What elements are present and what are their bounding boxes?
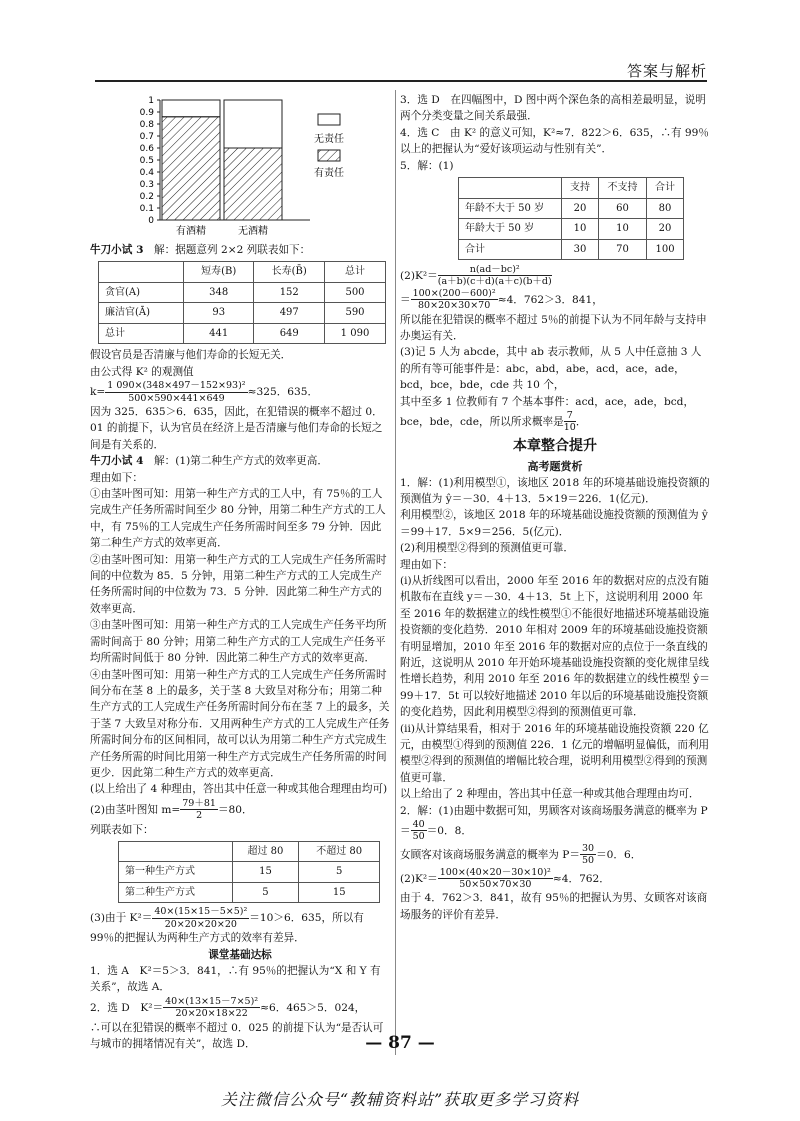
- s3-formula: k= $\frac{\text{1 090×(348×497－152×93)²}}{500\times 590\times 441\times 649}$ ≈325．635．: [90, 380, 319, 404]
- g-2e: (2)K²＝ $\frac{\text{100×(40×20－30×10)²}}{50\times 50\times 70\times 30}$ ≈4．762．: [400, 866, 610, 891]
- contingency-table-officials: [98, 261, 386, 344]
- bar-无责任: [224, 100, 282, 148]
- s4-r2: ②由茎叶图可知：用第一种生产方式的工人完成生产任务所需时间的中位数为 85．5 分钟，用第二种生产方式的工人完成生产任务所需时间的中位数为 73．5 分钟．因此第二种生产方式的效率更高．: [90, 553, 387, 615]
- contingency-table-olympics: [458, 177, 684, 260]
- table-row: [99, 303, 386, 324]
- table-cell: 10: [598, 219, 646, 240]
- legend-label: 无责任: [314, 134, 344, 145]
- g-1e: (ⅰ)从折线图可以看出，2000 年至 2016 年的数据对应的点没有随机散布在直线 y＝－30．4＋13．5t 上下，这说明利用 2000 年至 2016 年的数据建立的线性模型①不能很好地描述环境基础设施投资额的变化趋势．2010 年相对 2009 年的环境基础设施投资额有明显增加，2010 年至 2016 年的数据对应的点位于一条直线的附近，这说明从 2010 年开始环境基础设施投资额的变化规律呈线性增长趋势，利用 2010 年至 2016 年的数据建立的线性模型 ŷ＝99＋17．5t 可以较好地描述 2010 年以后的环境基础设施投资额的变化趋势，因此利用模型②得到的预测值更可靠．: [400, 574, 710, 719]
- t1-header-3: 总计: [325, 262, 386, 283]
- table-cell: 348: [183, 282, 254, 303]
- exam-appreciation-title: 高考题赏析: [527, 459, 583, 473]
- g-1b: 利用模型②，该地区 2018 年的环境基础设施投资额的预测值为 ŷ＝99＋17．5×9＝256．5(亿元)．: [400, 509, 708, 538]
- t3-header-3: 合计: [647, 178, 684, 199]
- section-label-3: 牛刀小试 3: [90, 244, 144, 256]
- table-row: [119, 862, 380, 883]
- x-tick-label: 无酒精: [238, 226, 268, 237]
- g-1d: 理由如下：: [400, 558, 453, 571]
- y-tick-label: 0.5: [139, 156, 154, 166]
- s4-part3: (3)由于 K²＝ $\frac{\text{40×(15×15－5×5)²}}{20\times 20\times 20\times 20}$ ＝10＞6．635，所以有 99％的把握认为两种生产方式的效率有差异．: [90, 906, 364, 945]
- g-2g: 由于 4．762＞3．841，故有 95％的把握认为男、女顾客对该商场服务的评价有差异．: [400, 892, 708, 921]
- table-row: [99, 323, 386, 344]
- table-cell: 廉洁官(Ā): [99, 303, 184, 324]
- class-basics-title: 课堂基础达标: [208, 948, 272, 961]
- table-cell: 总计: [99, 323, 184, 344]
- table-cell: 152: [254, 282, 325, 303]
- y-tick-label: 0.8: [139, 120, 154, 130]
- kt-2c: ∴可以在犯错误的概率不超过 0．025 的前提下认为“是否认可与城市的拥堵情况有关”，故选 D．: [90, 1021, 384, 1051]
- table-row: [459, 239, 684, 260]
- t3-header-1: 支持: [562, 178, 599, 199]
- y-tick-label: 0.2: [139, 192, 154, 202]
- stacked-bar-chart: [90, 92, 390, 242]
- table-cell: 第一种生产方式: [119, 862, 233, 883]
- y-tick-label: 0.4: [139, 168, 154, 178]
- y-tick-label: 0.6: [139, 144, 154, 154]
- table-row: [459, 219, 684, 240]
- table-cell: 5: [299, 862, 380, 883]
- s3-p1: 假设官员是否清廉与他们寿命的长短无关．: [90, 349, 292, 362]
- table-cell: 年龄不大于 50 岁: [459, 198, 562, 219]
- kt-2: 2．选 D K²＝ $\frac{\text{40×(13×15－7×5)²}}{20\times 20\times 18\times 22}$ ≈6．465＞5．024，: [90, 995, 366, 1020]
- table-row: [119, 882, 380, 903]
- table-cell: 5: [232, 882, 299, 903]
- g-1c: (2)利用模型②得到的预测值更可靠．: [400, 542, 574, 555]
- contingency-table-production: [118, 841, 380, 904]
- footer-note: 关注微信公众号“教辅资料站”获取更多学习资料: [220, 1090, 580, 1109]
- r5-2d: 所以能在犯错误的概率不超过 5％的前提下认为不同年龄与支持申办奥运有关．: [400, 313, 707, 342]
- r5-part2: (2)K²＝ $\frac{\text{n(ad－bc)²}}{(a+b)(c+d)(a+c)(b+d)}$: [400, 264, 552, 288]
- table-cell: 30: [562, 239, 599, 260]
- y-tick-label: 0.9: [139, 108, 154, 118]
- y-tick-label: 1: [148, 96, 154, 106]
- table-cell: 合计: [459, 239, 562, 260]
- section-label-4: 牛刀小试 4: [90, 455, 144, 468]
- r-4: 4．选 C 由 K² 的意义可知，K²≈7．822＞6．635，∴有 99％以上的把握认为“爱好该项运动与性别有关”．: [400, 126, 710, 156]
- s4-part2: (2)由茎叶图知 m= $\frac{79+81}{2}$ ＝80．: [90, 797, 253, 822]
- y-tick-label: 0.1: [139, 204, 154, 214]
- right-column: [400, 92, 710, 923]
- table-cell: 贪官(A): [99, 282, 184, 303]
- table-cell: 20: [562, 198, 599, 219]
- g-1g: 以上给出了 2 种理由，答出其中任意一种或其他合理理由均可．: [400, 788, 700, 801]
- table-cell: 500: [325, 282, 386, 303]
- table-row: [99, 282, 386, 303]
- chapter-summary-title: 本章整合提升: [513, 437, 597, 454]
- table-cell: 80: [647, 198, 684, 219]
- g-2c: 女顾客对该商场服务满意的概率为 P＝ $\frac{30}{50}$ ＝0．6．: [400, 842, 642, 867]
- table-cell: 497: [254, 303, 325, 324]
- x-tick-label: 有酒精: [176, 226, 206, 237]
- t2-header-0: [119, 841, 233, 862]
- s4-note: (以上给出了 4 种理由，答出其中任意一种或其他合理理由均可): [90, 783, 388, 796]
- header-title: 答案与解析: [626, 62, 707, 80]
- s4-r1: ①由茎叶图可知：用第一种生产方式的工人中，有 75％的工人完成生产任务所需时间至少 80 分钟，用第二种生产方式的工人中，有 75％的工人完成生产任务所需时间至多 79 分钟．因此第二种生产方式的效率更高．: [90, 488, 386, 550]
- y-tick-label: 0: [148, 216, 154, 226]
- r5-part2b: ＝ $\frac{\text{100×(200－600)²}}{80\times 20\times 30\times 70}$ ≈4．762＞3．841，: [400, 287, 603, 312]
- bar-有责任: [224, 148, 282, 220]
- page-header: [95, 0, 707, 80]
- table-cell: 10: [562, 219, 599, 240]
- t2-header-1: 超过 80: [232, 841, 299, 862]
- t2-header-2: 不超过 80: [299, 841, 380, 862]
- table-cell: 20: [647, 219, 684, 240]
- left-column: [90, 92, 390, 1052]
- legend-swatch-hatch: [318, 150, 340, 161]
- t3-header-0: [459, 178, 562, 199]
- r5-3b: 其中至多 1 位教师有 7 个基本事件：acd，ace，ade，bcd，bce，bde，cde，所以所求概率是 $\frac{7}{10}$ ．: [400, 395, 695, 434]
- table-cell: 649: [254, 323, 325, 344]
- kt-1: 1．选 A K²＝5＞3．841，∴有 95％的把握认为“X 和 Y 有关系”，故选 A．: [90, 965, 381, 994]
- r-3: 3．选 D 在四幅图中，D 图中两个深色条的高相差最明显，说明两个分类变量之间关系最强．: [400, 94, 706, 123]
- column-divider: [395, 90, 396, 1055]
- table-cell: 100: [647, 239, 684, 260]
- table-cell: 60: [598, 198, 646, 219]
- table-cell: 15: [299, 882, 380, 903]
- s3-p3: 因为 325．635＞6．635，因此，在犯错误的概率不超过 0．01 的前提下，认为官员在经济上是否清廉与他们寿命的长短之间是有关系的．: [90, 406, 383, 451]
- table-cell: 441: [183, 323, 254, 344]
- s3-intro: 解：据题意列 2×2 列联表如下：: [154, 244, 311, 256]
- s4-r3: ③由茎叶图可知：用第一种生产方式的工人完成生产任务平均所需时间高于 80 分钟；用第二种生产方式的工人完成生产任务平均所需时间低于 80 分钟．因此第二种生产方式的效率更高．: [90, 619, 387, 665]
- table-cell: 1 090: [325, 323, 386, 344]
- chart-svg: [90, 92, 390, 242]
- s4-r4: ④由茎叶图可知：用第一种生产方式的工人完成生产任务所需时间分布在茎 8 上的最多，关于茎 8 大致呈对称分布；用第二种生产方式的工人完成生产任务所需时间分布在茎 7 上的最多，关于茎 7 大致呈对称分布．又用两种生产方式的工人完成生产任务所需时间分布的区间相同，故可以认为用第二种生产方式完成生产任务所需的时间比用第一种生产方式完成生产任务所需的时间更少．因此第二种生产方式的效率更高．: [90, 668, 390, 779]
- bar-无责任: [162, 100, 220, 117]
- t3-header-2: 不支持: [598, 178, 646, 199]
- table-cell: 93: [183, 303, 254, 324]
- y-tick-label: 0.3: [139, 180, 154, 190]
- t1-header-0: [99, 262, 184, 283]
- header-rule: [95, 80, 707, 82]
- table-cell: 年龄大于 50 岁: [459, 219, 562, 240]
- table-cell: 70: [598, 239, 646, 260]
- t1-header-2: 长寿(B̄): [254, 262, 325, 283]
- bar-有责任: [162, 117, 220, 220]
- table-cell: 第二种生产方式: [119, 882, 233, 903]
- page-number: — 87 —: [365, 1033, 435, 1053]
- y-tick-label: 0.7: [139, 132, 154, 142]
- t1-header-1: 短寿(B): [183, 262, 254, 283]
- s3-p2: 由公式得 K² 的观测值: [90, 365, 194, 378]
- g-2: 2．解：(1)由题中数据可知，男顾客对该商场服务满意的概率为 P＝ $\frac{40}{50}$ ＝0．8．: [400, 804, 708, 843]
- legend-swatch-blank: [318, 114, 340, 125]
- s4-reason: 理由如下：: [90, 471, 143, 484]
- r-5: 5．解：(1): [400, 159, 454, 172]
- s4-table-intro: 列联表如下：: [90, 823, 154, 836]
- r5-3: (3)记 5 人为 abcde，其中 ab 表示教师，从 5 人中任意抽 3 人的所有等可能事件是：abc，abd，abe，acd，ace，ade，bcd，bce，bde，cde 共 10 个，: [400, 346, 702, 392]
- table-cell: 15: [232, 862, 299, 883]
- g-1f: (ⅱ)从计算结果看，相对于 2016 年的环境基础设施投资额 220 亿元，由模型①得到的预测值 226．1 亿元的增幅明显偏低，而利用模型②得到的预测值的增幅比较合理，说明利用模型②得到的预测值更可靠．: [400, 722, 710, 784]
- table-cell: 590: [325, 303, 386, 324]
- s4-intro: 解：(1)第二种生产方式的效率更高．: [154, 455, 328, 468]
- g-1: 1．解：(1)利用模型①，该地区 2018 年的环境基础设施投资额的预测值为 ŷ＝－30．4＋13．5×19＝226．1(亿元)．: [400, 476, 710, 505]
- legend-label: 有责任: [314, 168, 344, 179]
- table-row: [459, 198, 684, 219]
